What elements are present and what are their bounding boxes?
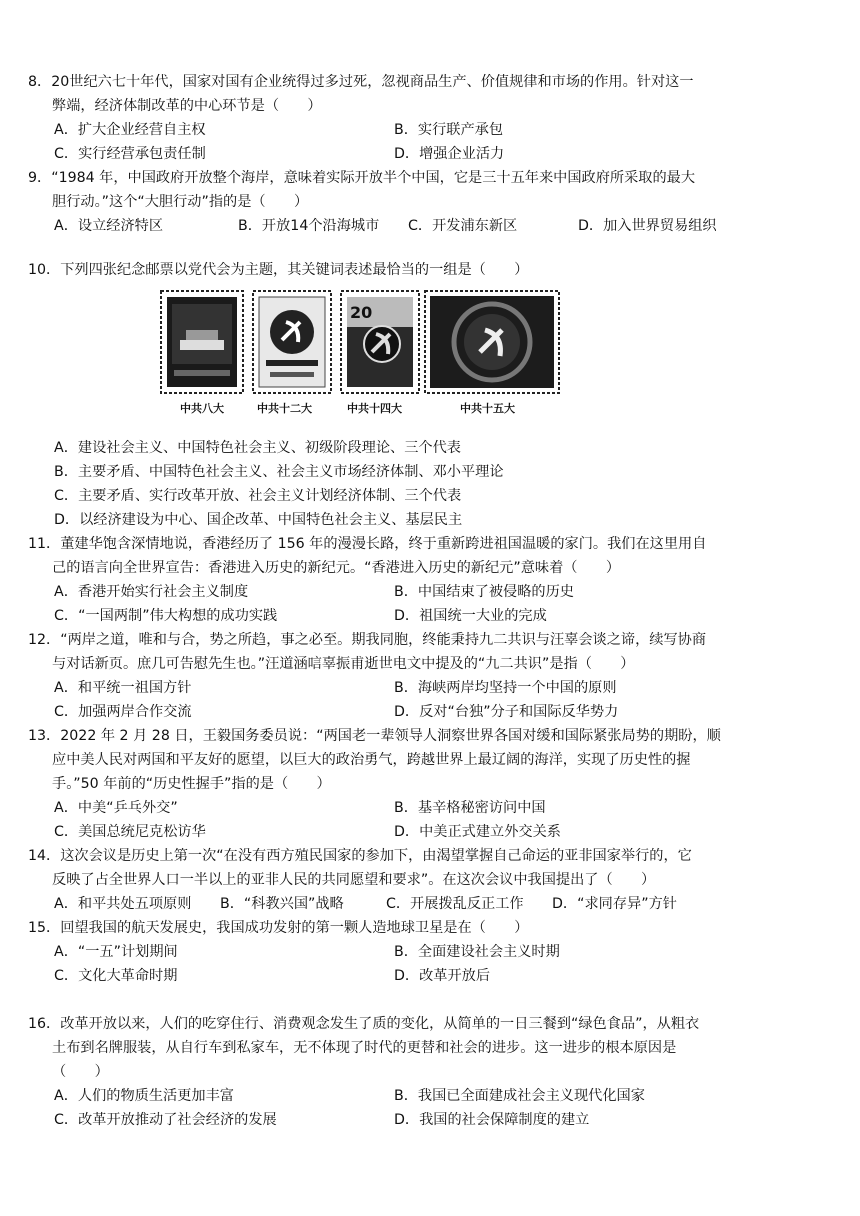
question-stem: 9．“1984 年，中国政府开放整个海岸，意味着实际开放半个中国，它是三十五年来中国政府所采取的最大 [28,170,696,186]
question-12 [28,628,748,724]
option-d[interactable]: D．“求同存异”方针 [552,896,677,912]
options-row [28,940,748,964]
option-c[interactable]: C．改革开放推动了社会经济的发展 [54,1112,277,1128]
option-b[interactable]: B．我国已全面建成社会主义现代化国家 [394,1088,645,1104]
option-d[interactable]: D．加入世界贸易组织 [578,218,717,234]
option-b[interactable]: B．海峡两岸均坚持一个中国的原则 [394,680,617,696]
question-stem: 己的语言向全世界宣告：香港进入历史的新纪元。“香港进入历史的新纪元”意味着（ ） [52,560,621,576]
option-b[interactable]: B．中国结束了被侵略的历史 [394,584,574,600]
option-a[interactable]: A．“一五”计划期间 [54,944,178,960]
question-stem: 14．这次会议是历史上第一次“在没有西方殖民国家的参加下，由渴望掌握自己命运的亚非国家举行的，它 [28,848,692,864]
question-stem: 10．下列四张纪念邮票以党代会为主题，其关键词表述最恰当的一组是（ ） [28,262,529,278]
question-15 [28,916,748,988]
stamp-label: 中共十二大 [257,402,312,415]
options-row [28,1084,748,1108]
stamp-fifteenth-congress [424,290,560,394]
option-c[interactable]: C．文化大革命时期 [54,968,178,984]
question-10-options [28,436,748,532]
question-13 [28,724,748,844]
options-row [28,1108,748,1132]
question-16 [28,1012,748,1132]
question-stem: 13．2022 年 2 月 28 日，王毅国务委员说：“两国老一辈领导人洞察世界各国对缓和国际紧张局势的期盼，顺 [28,728,721,744]
question-stem: 16．改革开放以来，人们的吃穿住行、消费观念发生了质的变化，从简单的一日三餐到“绿色食品”，从粗衣 [28,1016,700,1032]
stamp-face-value: 20 [350,303,373,322]
option-c[interactable]: C．开发浦东新区 [408,218,518,234]
stamp-twelfth-congress [252,290,332,394]
question-stem: 应中美人民对两国和平友好的愿望，以巨大的政治勇气，跨越世界上最辽阔的海洋，实现了历史性的握 [52,752,691,768]
stamp-fourteenth-congress [340,290,420,394]
question-10 [28,258,748,282]
option-d[interactable]: D．以经济建设为中心、国企改革、中国特色社会主义、基层民主 [54,512,463,528]
option-c[interactable]: C．开展拨乱反正工作 [386,896,524,912]
question-9 [28,166,748,238]
question-stem: 8．20世纪六七十年代，国家对国有企业统得过多过死，忽视商品生产、价值规律和市场的作用。针对这一 [28,74,694,90]
options-row [28,142,748,166]
option-d[interactable]: D．我国的社会保障制度的建立 [394,1112,590,1128]
option-a[interactable]: A．人们的物质生活更加丰富 [54,1088,234,1104]
question-14 [28,844,748,916]
option-a[interactable]: A．和平统一祖国方针 [54,680,192,696]
option-b[interactable]: B．主要矛盾、中国特色社会主义、社会主义市场经济体制、邓小平理论 [54,464,504,480]
option-b[interactable]: B．实行联产承包 [394,122,504,138]
option-c[interactable]: C．加强两岸合作交流 [54,704,192,720]
stamp-images [160,290,560,420]
question-8 [28,70,748,166]
option-d[interactable]: D．中美正式建立外交关系 [394,824,561,840]
options-row [28,964,748,988]
option-c[interactable]: C．实行经营承包责任制 [54,146,206,162]
option-b[interactable]: B．基辛格秘密访问中国 [394,800,546,816]
options-row [28,214,748,238]
stamp-label: 中共十五大 [460,402,515,415]
question-stem: （ ） [52,1064,109,1080]
option-c[interactable]: C．主要矛盾、实行改革开放、社会主义计划经济体制、三个代表 [54,488,462,504]
question-stem: 弊端，经济体制改革的中心环节是（ ） [52,98,322,114]
option-d[interactable]: D．增强企业活力 [394,146,505,162]
question-stem: 11．董建华饱含深情地说，香港经历了 156 年的漫漫长路，终于重新跨进祖国温暖的家门。我们在这里用自 [28,536,707,552]
question-stem: 与对话新页。庶几可告慰先生也。”汪道涵唁辜振甫逝世电文中提及的“九二共识”是指（ ） [52,656,635,672]
stamp-label: 中共十四大 [347,402,402,415]
question-stem: 12．“两岸之道，唯和与合，势之所趋，事之必至。期我同胞，终能秉持九二共识与汪辜会谈之谛，续写协商 [28,632,707,648]
options-row [28,676,748,700]
option-b[interactable]: B．开放14个沿海城市 [238,218,380,234]
option-d[interactable]: D．改革开放后 [394,968,491,984]
question-stem: 反映了占全世界人口一半以上的亚非人民的共同愿望和要求”。在这次会议中我国提出了（ ） [52,872,656,888]
stamp-eighth-congress [160,290,244,394]
options-row [28,820,748,844]
options-row [28,118,748,142]
question-11 [28,532,748,628]
options-row [28,700,748,724]
option-b[interactable]: B．“科教兴国”战略 [220,896,344,912]
question-stem: 手。”50 年前的“历史性握手”指的是（ ） [52,776,331,792]
stamp-label: 中共八大 [180,402,224,415]
option-a[interactable]: A．中美“乒乓外交” [54,800,178,816]
option-a[interactable]: A．香港开始实行社会主义制度 [54,584,249,600]
option-a[interactable]: A．扩大企业经营自主权 [54,122,206,138]
option-d[interactable]: D．祖国统一大业的完成 [394,608,547,624]
question-stem: 土布到名牌服装，从自行车到私家车，无不体现了时代的更替和社会的进步。这一进步的根本原因是 [52,1040,677,1056]
option-b[interactable]: B．全面建设社会主义时期 [394,944,560,960]
question-stem: 15．回望我国的航天发展史，我国成功发射的第一颗人造地球卫星是在（ ） [28,920,529,936]
option-c[interactable]: C．“一国两制”伟大构想的成功实践 [54,608,278,624]
option-a[interactable]: A．建设社会主义、中国特色社会主义、初级阶段理论、三个代表 [54,440,461,456]
question-stem: 胆行动。”这个“大胆行动”指的是（ ） [52,194,309,210]
options-row [28,892,748,916]
option-c[interactable]: C．美国总统尼克松访华 [54,824,206,840]
option-a[interactable]: A．和平共处五项原则 [54,896,192,912]
option-d[interactable]: D．反对“台独”分子和国际反华势力 [394,704,619,720]
option-a[interactable]: A．设立经济特区 [54,218,164,234]
options-row [28,604,748,628]
options-row [28,580,748,604]
options-row [28,796,748,820]
